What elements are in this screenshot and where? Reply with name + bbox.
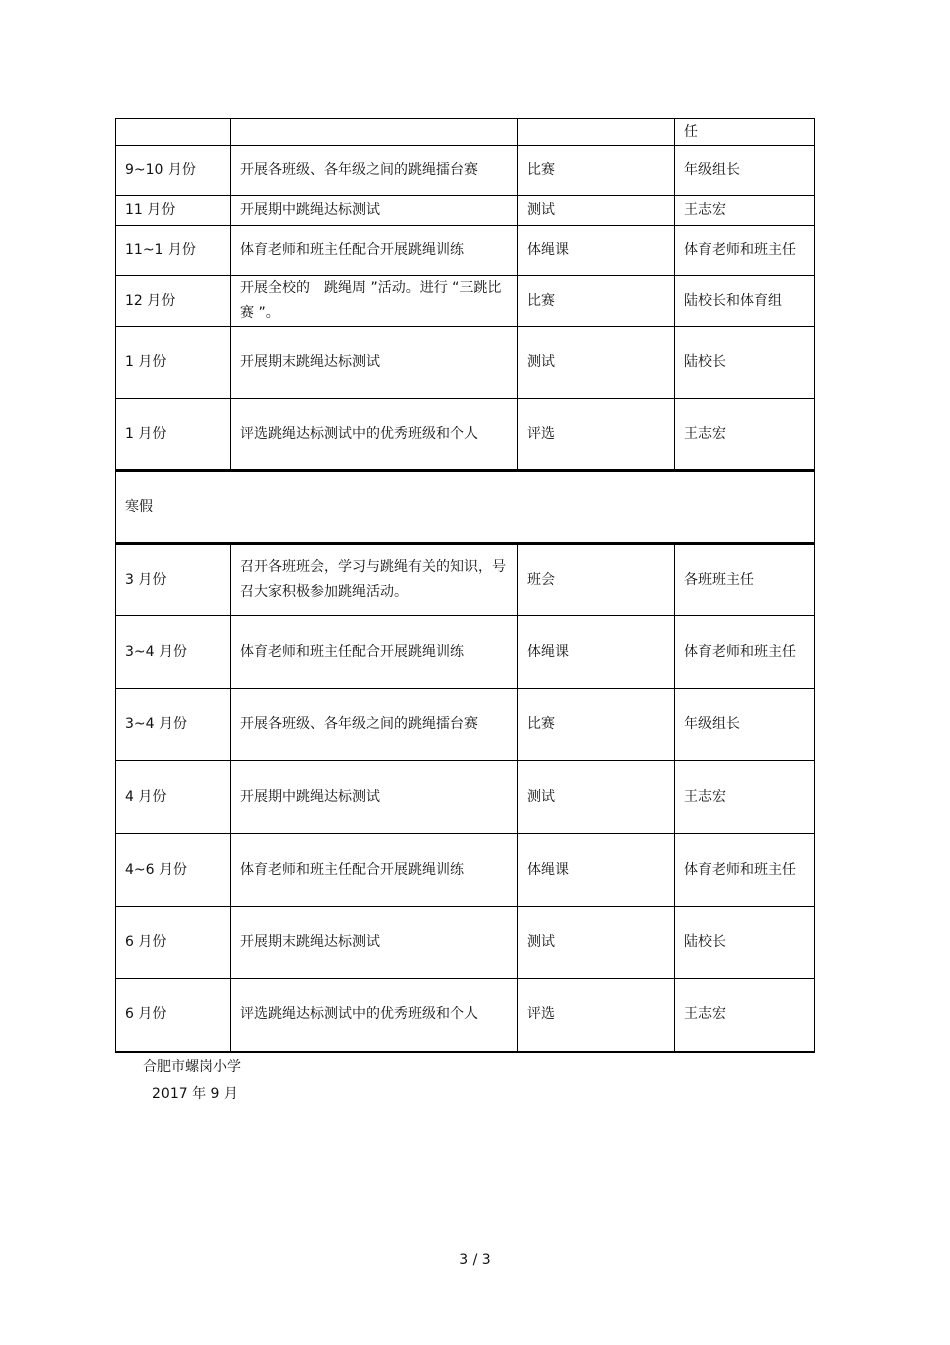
table-row [116, 834, 815, 907]
table-row [116, 761, 815, 834]
month-cell: 3~4 月份 [116, 689, 231, 761]
type-cell: 班会 [518, 544, 675, 616]
table-row [116, 689, 815, 761]
type-cell: 评选 [518, 979, 675, 1052]
table-body [116, 119, 815, 1052]
month-cell: 12 月份 [116, 276, 231, 327]
type-cell: 体绳课 [518, 616, 675, 689]
activity-cell: 开展期末跳绳达标测试 [231, 327, 518, 399]
month-cell: 11~1 月份 [116, 226, 231, 276]
type-cell: 比赛 [518, 689, 675, 761]
type-cell: 评选 [518, 399, 675, 471]
responsible-cell: 王志宏 [675, 196, 815, 226]
table-row [116, 544, 815, 616]
table-row [116, 196, 815, 226]
table-row [116, 276, 815, 327]
type-cell: 比赛 [518, 146, 675, 196]
responsible-cell: 体育老师和班主任 [675, 834, 815, 907]
table-row [116, 399, 815, 471]
month-cell: 9~10 月份 [116, 146, 231, 196]
responsible-cell: 年级组长 [675, 146, 815, 196]
activity-cell: 召开各班班会，学习与跳绳有关的知识，号召大家积极参加跳绳活动。 [231, 544, 518, 616]
table-row [116, 979, 815, 1052]
activity-cell: 开展期末跳绳达标测试 [231, 907, 518, 979]
activity-cell: 开展期中跳绳达标测试 [231, 761, 518, 834]
responsible-cell: 陆校长和体育组 [675, 276, 815, 327]
responsible-cell: 王志宏 [675, 979, 815, 1052]
month-cell: 1 月份 [116, 399, 231, 471]
table-row [116, 907, 815, 979]
activity-cell: 体育老师和班主任配合开展跳绳训练 [231, 834, 518, 907]
table-row [116, 616, 815, 689]
responsible-cell: 任 [675, 119, 815, 146]
type-cell: 测试 [518, 907, 675, 979]
type-cell: 比赛 [518, 276, 675, 327]
type-cell: 测试 [518, 761, 675, 834]
activity-cell: 评选跳绳达标测试中的优秀班级和个人 [231, 979, 518, 1052]
table-row [116, 226, 815, 276]
table-row [116, 327, 815, 399]
activity-cell: 评选跳绳达标测试中的优秀班级和个人 [231, 399, 518, 471]
school-name: 合肥市螺岗小学 [143, 1059, 241, 1075]
activity-schedule-table [115, 118, 815, 1053]
responsible-cell: 王志宏 [675, 761, 815, 834]
activity-cell: 开展期中跳绳达标测试 [231, 196, 518, 226]
month-cell: 1 月份 [116, 327, 231, 399]
page-number: 3 / 3 [459, 1252, 491, 1268]
table-row [116, 471, 815, 544]
responsible-cell: 体育老师和班主任 [675, 616, 815, 689]
type-cell: 测试 [518, 196, 675, 226]
month-cell: 6 月份 [116, 907, 231, 979]
month-cell: 3 月份 [116, 544, 231, 616]
activity-cell: 体育老师和班主任配合开展跳绳训练 [231, 226, 518, 276]
activity-cell: 开展全校的 跳绳周 ”活动。进行 “三跳比赛 ”。 [231, 276, 518, 327]
responsible-cell: 各班班主任 [675, 544, 815, 616]
responsible-cell: 陆校长 [675, 907, 815, 979]
activity-cell: 开展各班级、各年级之间的跳绳擂台赛 [231, 146, 518, 196]
type-cell: 测试 [518, 327, 675, 399]
month-cell: 6 月份 [116, 979, 231, 1052]
month-cell: 4 月份 [116, 761, 231, 834]
month-cell [116, 119, 231, 146]
table-row [116, 146, 815, 196]
responsible-cell: 年级组长 [675, 689, 815, 761]
responsible-cell: 陆校长 [675, 327, 815, 399]
month-cell: 11 月份 [116, 196, 231, 226]
month-cell: 4~6 月份 [116, 834, 231, 907]
activity-cell: 体育老师和班主任配合开展跳绳训练 [231, 616, 518, 689]
activity-cell [231, 119, 518, 146]
type-cell [518, 119, 675, 146]
section-divider-cell: 寒假 [116, 471, 815, 544]
responsible-cell: 王志宏 [675, 399, 815, 471]
month-cell: 3~4 月份 [116, 616, 231, 689]
type-cell: 体绳课 [518, 834, 675, 907]
table-row [116, 119, 815, 146]
document-date: 2017 年 9 月 [152, 1086, 238, 1102]
responsible-cell: 体育老师和班主任 [675, 226, 815, 276]
activity-cell: 开展各班级、各年级之间的跳绳擂台赛 [231, 689, 518, 761]
type-cell: 体绳课 [518, 226, 675, 276]
